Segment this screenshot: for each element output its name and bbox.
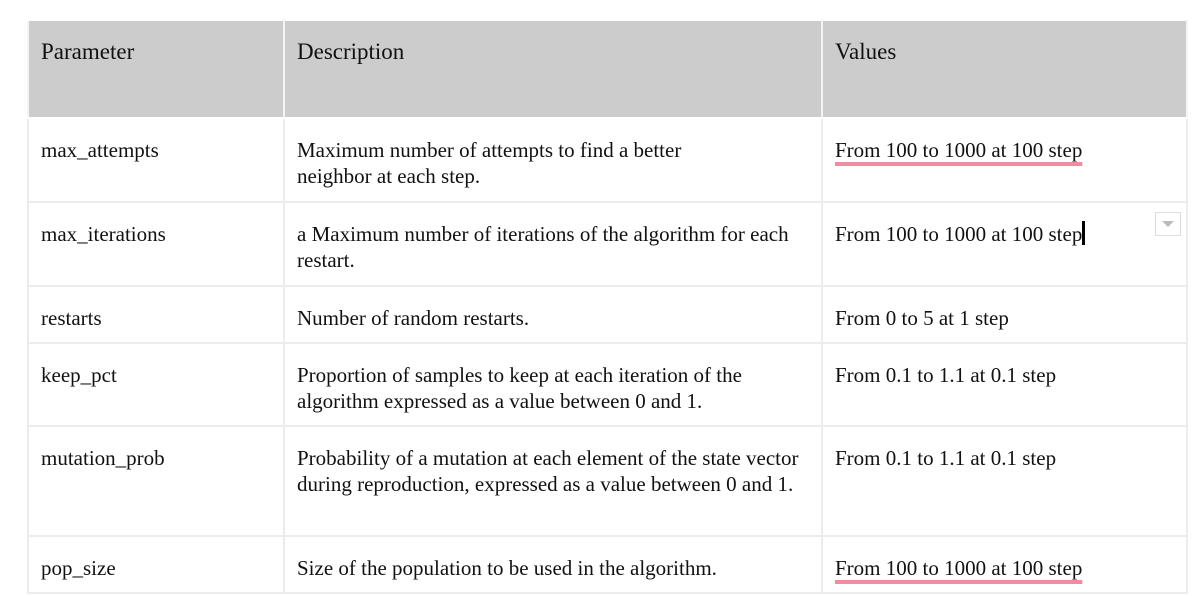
cell-description[interactable]: Proportion of samples to keep at each iteration of the algorithm expressed as a value between 0 and 1. — [284, 343, 822, 426]
cell-parameter[interactable]: mutation_prob — [28, 426, 284, 536]
header-values: Values — [822, 20, 1187, 118]
header-parameter: Parameter — [28, 20, 284, 118]
cell-description[interactable]: Size of the population to be used in the algorithm. — [284, 536, 822, 593]
cell-parameter[interactable]: restarts — [28, 286, 284, 343]
cell-values[interactable]: From 0.1 to 1.1 at 0.1 step — [822, 426, 1187, 536]
cell-parameter[interactable]: keep_pct — [28, 343, 284, 426]
cell-values[interactable]: From 0.1 to 1.1 at 0.1 step — [822, 343, 1187, 426]
table-row — [28, 536, 1187, 593]
cell-description[interactable]: Maximum number of attempts to find a better neighbor at each step. — [284, 118, 822, 202]
table-row — [28, 343, 1187, 426]
text-cursor — [1082, 221, 1085, 245]
table-row — [28, 202, 1187, 286]
table-row — [28, 118, 1187, 202]
cell-values[interactable] — [822, 202, 1187, 286]
values-text: From 100 to 1000 at 100 step — [835, 222, 1083, 246]
values-text: From 100 to 1000 at 100 step — [835, 556, 1083, 580]
cell-values[interactable]: From 0 to 5 at 1 step — [822, 286, 1187, 343]
table-row — [28, 286, 1187, 343]
cell-dropdown-icon[interactable] — [1155, 212, 1181, 236]
cell-description[interactable]: a Maximum number of iterations of the algorithm for each restart. — [284, 202, 822, 286]
header-description: Description — [284, 20, 822, 118]
cell-description[interactable]: Probability of a mutation at each element of the state vector during reproduction, expressed as a value between 0 and 1. — [284, 426, 822, 536]
cell-values[interactable] — [822, 536, 1187, 593]
cell-parameter[interactable]: max_iterations — [28, 202, 284, 286]
cell-description[interactable]: Number of random restarts. — [284, 286, 822, 343]
cell-values[interactable] — [822, 118, 1187, 202]
cell-parameter[interactable]: pop_size — [28, 536, 284, 593]
table-row — [28, 426, 1187, 536]
cell-parameter[interactable]: max_attempts — [28, 118, 284, 202]
table-header-row — [28, 20, 1187, 118]
parameter-table — [27, 19, 1188, 594]
values-text: From 100 to 1000 at 100 step — [835, 138, 1083, 162]
